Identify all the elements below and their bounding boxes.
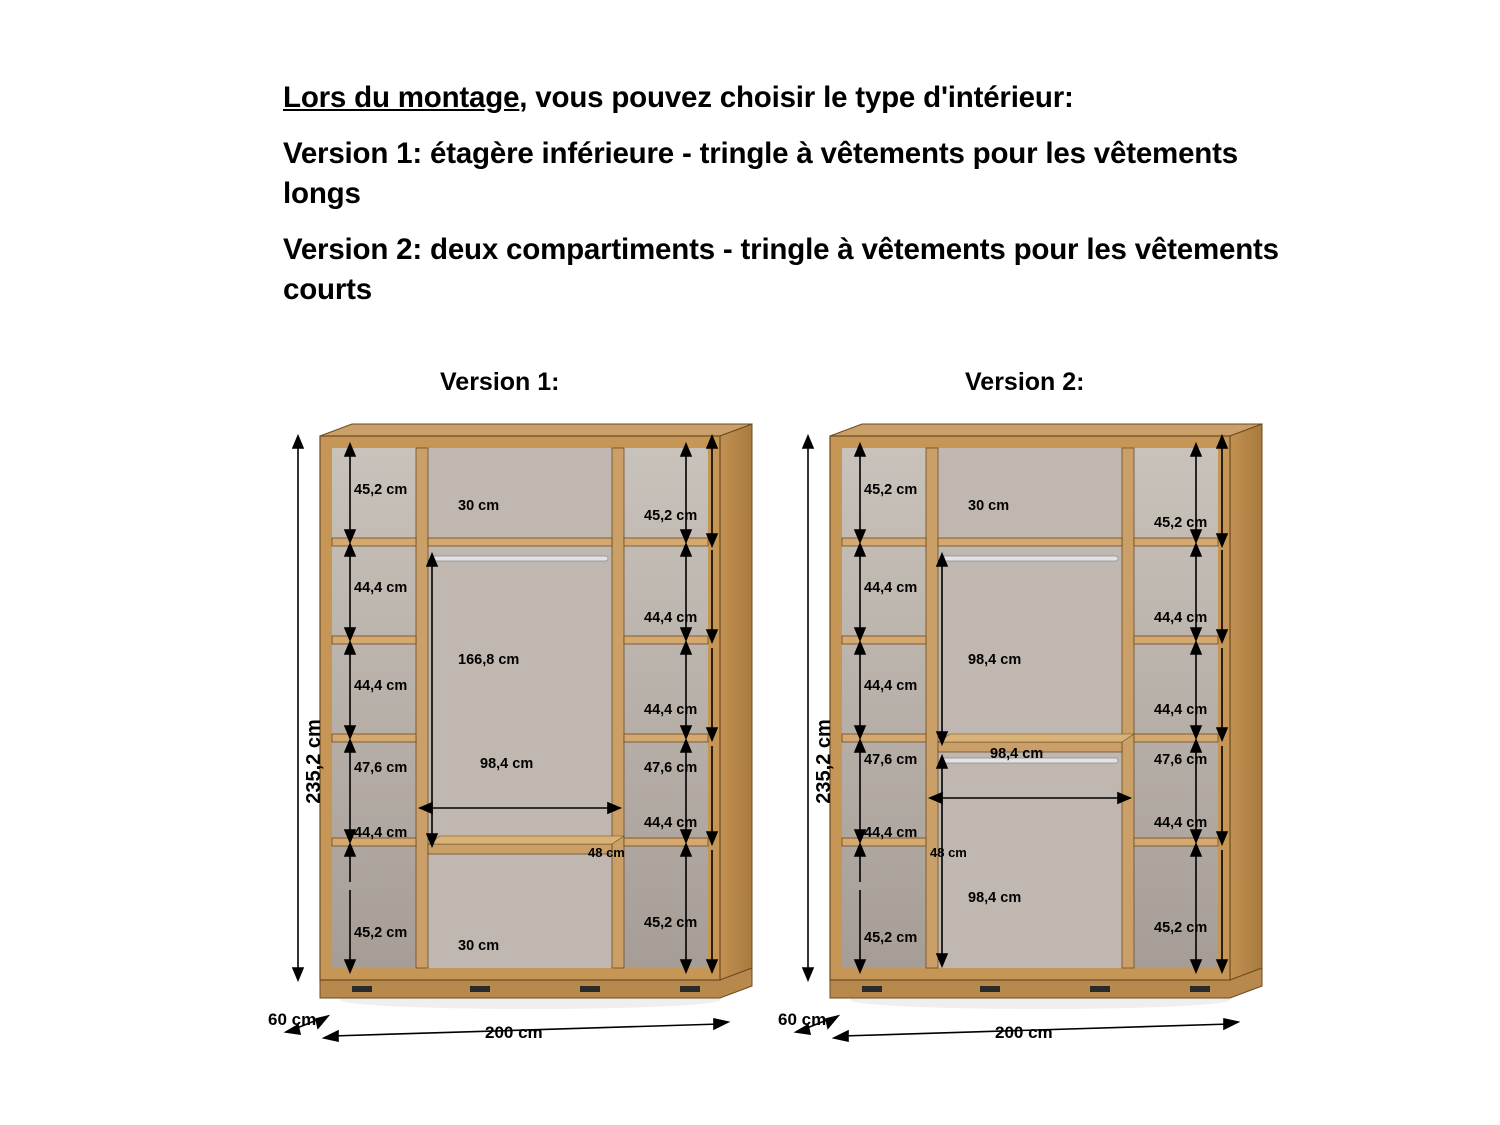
intro-line-1-emphasis: Lors du montage xyxy=(283,81,520,114)
w1-center-bottom: 30 cm xyxy=(458,938,500,954)
w2-left-dim-6: 45,2 cm xyxy=(864,930,918,946)
w2-center-bottom-shelf-height: 48 cm xyxy=(930,845,967,860)
w2-left-dim-1: 45,2 cm xyxy=(864,482,918,498)
w1-width-label: 200 cm xyxy=(485,1023,543,1042)
version-1-title: Version 1: xyxy=(440,368,560,396)
w1-depth-label: 60 cm xyxy=(268,1010,317,1029)
w2-center-top-shelf: 30 cm xyxy=(968,498,1010,514)
w2-right-dim-5: 44,4 cm xyxy=(1154,815,1208,831)
w1-right-dim-4: 47,6 cm xyxy=(644,760,698,776)
wardrobe-version-2-diagram xyxy=(778,420,1270,1060)
w2-total-height-label: 235,2 cm xyxy=(812,719,835,804)
intro-line-2: Version 1: étagère inférieure - tringle à vêtements pour les vêtements longs xyxy=(283,137,1238,211)
w1-center-hanging-height: 166,8 cm xyxy=(458,652,520,668)
w1-center-bottom-shelf-height: 48 cm xyxy=(588,845,625,860)
w2-left-dim-4: 47,6 cm xyxy=(864,752,918,768)
w1-left-dim-1: 45,2 cm xyxy=(354,482,408,498)
intro-line-1-rest: , vous pouvez choisir le type d'intérieur: xyxy=(519,81,1074,114)
w2-width-label: 200 cm xyxy=(995,1023,1053,1042)
w1-left-dim-3: 44,4 cm xyxy=(354,678,408,694)
w2-depth-label: 60 cm xyxy=(778,1010,827,1029)
w2-left-dim-2: 44,4 cm xyxy=(864,580,918,596)
w2-center-inner-width: 98,4 cm xyxy=(990,746,1044,762)
w1-center-top-shelf: 30 cm xyxy=(458,498,500,514)
intro-line-3: Version 2: deux compartiments - tringle à vêtements pour les vêtements courts xyxy=(283,233,1279,307)
w2-center-upper-compartment: 98,4 cm xyxy=(968,652,1022,668)
w2-right-dim-6: 45,2 cm xyxy=(1154,920,1208,936)
version-2-title: Version 2: xyxy=(965,368,1085,396)
w1-left-dim-5: 44,4 cm xyxy=(354,825,408,841)
intro-text-block xyxy=(283,78,1283,311)
w2-center-lower-compartment: 98,4 cm xyxy=(968,890,1022,906)
w1-left-dim-4: 47,6 cm xyxy=(354,760,408,776)
w2-right-dim-2: 44,4 cm xyxy=(1154,610,1208,626)
w2-right-dim-1: 45,2 cm xyxy=(1154,515,1208,531)
w1-left-dim-2: 44,4 cm xyxy=(354,580,408,596)
w2-left-dim-3: 44,4 cm xyxy=(864,678,918,694)
w2-right-dim-4: 47,6 cm xyxy=(1154,752,1208,768)
w1-center-inner-width: 98,4 cm xyxy=(480,756,534,772)
w1-total-height-label: 235,2 cm xyxy=(302,719,325,804)
w1-right-dim-5: 44,4 cm xyxy=(644,815,698,831)
w1-right-dim-3: 44,4 cm xyxy=(644,702,698,718)
w1-right-dim-1: 45,2 cm xyxy=(644,508,698,524)
w2-right-dim-3: 44,4 cm xyxy=(1154,702,1208,718)
w1-left-dim-6: 45,2 cm xyxy=(354,925,408,941)
intro-line-1 xyxy=(283,78,1283,118)
w2-left-dim-5: 44,4 cm xyxy=(864,825,918,841)
w1-right-dim-6: 45,2 cm xyxy=(644,915,698,931)
w1-right-dim-2: 44,4 cm xyxy=(644,610,698,626)
wardrobe-version-1-diagram xyxy=(268,420,760,1060)
